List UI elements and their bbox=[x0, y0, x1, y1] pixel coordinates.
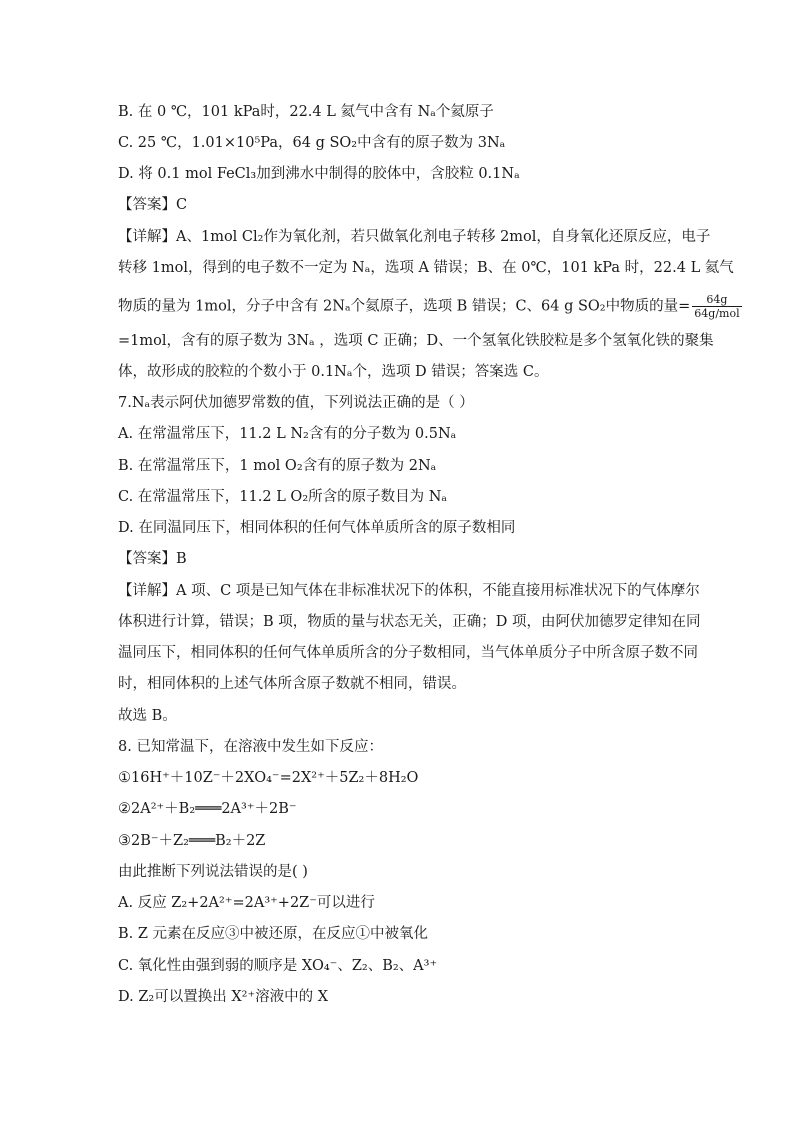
option-b-q7: B. 在常温常压下，1 mol O₂含有的原子数为 2Nₐ bbox=[118, 458, 437, 474]
option-b-q8: B. Z 元素在反应③中被还原，在反应①中被氧化 bbox=[118, 926, 429, 942]
answer-q7: 【答案】B bbox=[118, 551, 187, 567]
question-7-stem: 7.Nₐ表示阿伏加德罗常数的值，下列说法正确的是（ ） bbox=[118, 395, 474, 411]
reaction-2: ②2A²⁺＋B₂═══2A³⁺＋2B⁻ bbox=[118, 801, 297, 817]
option-b-q6: B. 在 0 ℃，101 kPa时，22.4 L 氦气中含有 Nₐ个氦原子 bbox=[118, 104, 494, 120]
question-8-stem: 8. 已知常温下，在溶液中发生如下反应： bbox=[118, 739, 383, 755]
option-c-q8: C. 氧化性由强到弱的顺序是 XO₄⁻、Z₂、B₂、A³⁺ bbox=[118, 958, 438, 974]
option-c-q6: C. 25 ℃，1.01×10⁵Pa，64 g SO₂中含有的原子数为 3Nₐ bbox=[118, 135, 506, 151]
molar-fraction bbox=[692, 293, 741, 320]
fraction-numerator: 64g bbox=[692, 293, 741, 307]
reaction-3: ③2B⁻＋Z₂═══B₂＋2Z bbox=[118, 833, 266, 849]
option-d-q8: D. Z₂可以置换出 X²⁺溶液中的 X bbox=[118, 989, 329, 1005]
option-c-q7: C. 在常温常压下，11.2 L O₂所含的原子数目为 Nₐ bbox=[118, 489, 448, 505]
explanation-q7-line4: 时，相同体积的上述气体所含原子数就不相同，错误。 bbox=[118, 676, 466, 692]
explanation-q7-line3: 温同压下，相同体积的任何气体单质所含的分子数相同，当气体单质分子中所含原子数不同 bbox=[118, 645, 698, 661]
answer-q6: 【答案】C bbox=[118, 197, 188, 213]
explanation-q6-line2: 转移 1mol，得到的电子数不一定为 Nₐ，选项 A 错误；B、在 0℃，101 kPa 时，22.4 L 氦气 bbox=[118, 260, 734, 276]
question-8-prompt: 由此推断下列说法错误的是( ) bbox=[118, 864, 308, 880]
option-d-q6: D. 将 0.1 mol FeCl₃加到沸水中制得的胶体中，含胶粒 0.1Nₐ bbox=[118, 166, 520, 182]
explanation-q7-line2: 体积进行计算，错误；B 项，物质的量与状态无关，正确；D 项，由阿伏加德罗定律知在同 bbox=[118, 614, 701, 630]
reaction-1: ①16H⁺＋10Z⁻＋2XO₄⁻=2X²⁺＋5Z₂＋8H₂O bbox=[118, 770, 419, 786]
option-d-q7: D. 在同温同压下，相同体积的任何气体单质所含的原子数相同 bbox=[118, 520, 516, 536]
explanation-q6-line3-text: 物质的量为 1mol，分子中含有 2Nₐ个氦原子，选项 B 错误；C、64 g SO₂中物质的量= bbox=[118, 298, 691, 315]
explanation-q7-line1: 【详解】A 项、C 项是已知气体在非标准状况下的体积，不能直接用标准状况下的气体摩尔 bbox=[118, 583, 700, 599]
explanation-q6-line4: =1mol，含有的原子数为 3Nₐ ，选项 C 正确；D、一个氢氧化铁胶粒是多个氢氧化铁的聚集 bbox=[118, 333, 714, 349]
explanation-q6-line3 bbox=[118, 293, 742, 320]
explanation-q6-line5: 体，故形成的胶粒的个数小于 0.1Nₐ个，选项 D 错误；答案选 C。 bbox=[118, 364, 549, 380]
explanation-q7-line5: 故选 B。 bbox=[118, 708, 177, 724]
option-a-q7: A. 在常温常压下，11.2 L N₂含有的分子数为 0.5Nₐ bbox=[118, 426, 457, 442]
explanation-q6-line1: 【详解】A、1mol Cl₂作为氧化剂，若只做氧化剂电子转移 2mol，自身氧化还原反应，电子 bbox=[118, 229, 711, 245]
option-a-q8: A. 反应 Z₂+2A²⁺=2A³⁺+2Z⁻可以进行 bbox=[118, 895, 375, 911]
fraction-denominator: 64g/mol bbox=[694, 307, 740, 320]
